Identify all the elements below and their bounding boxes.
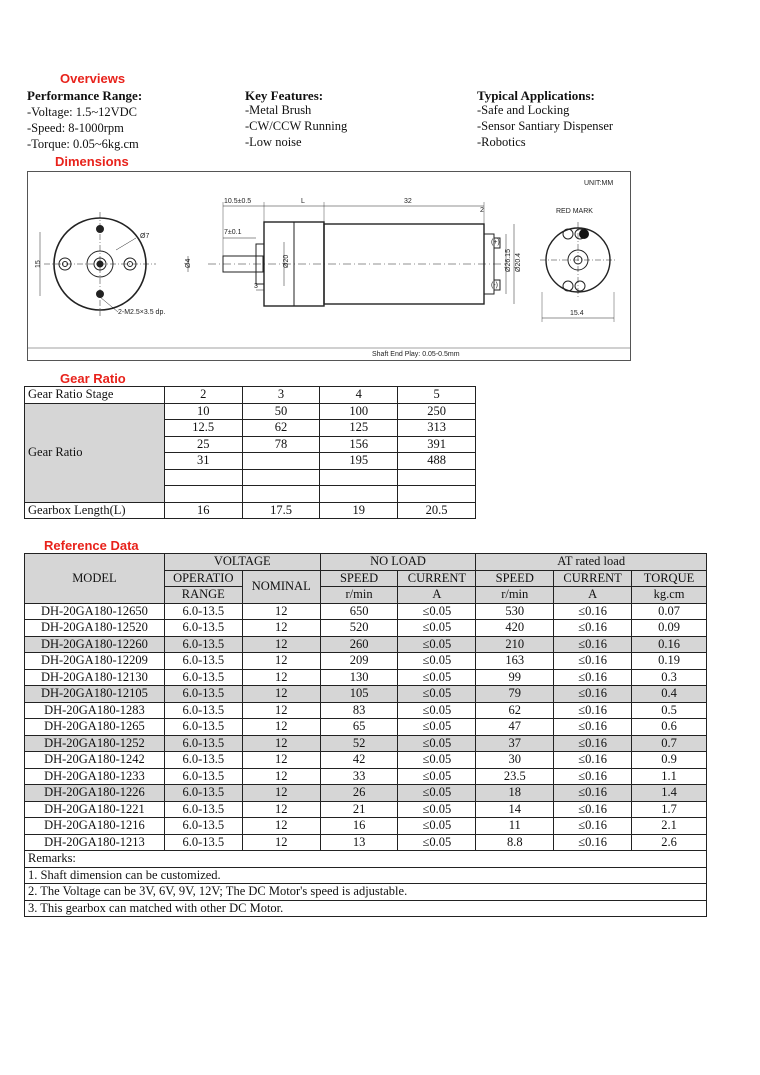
cell-nl-speed: 42 <box>320 752 398 769</box>
ratio-cell <box>320 486 398 503</box>
dim-10-5: 10.5±0.5 <box>224 198 252 205</box>
cell-nl-current: ≤0.05 <box>398 603 476 620</box>
cell-nl-current: ≤0.05 <box>398 669 476 686</box>
dim-d20: Ø20 <box>283 254 290 268</box>
cell-range: 6.0-13.5 <box>164 620 242 637</box>
length-cell: 20.5 <box>398 502 476 519</box>
performance-line: -Voltage: 1.5~12VDC <box>27 105 137 119</box>
table-row <box>25 752 707 769</box>
cell-nl-current: ≤0.05 <box>398 719 476 736</box>
cell-range: 6.0-13.5 <box>164 785 242 802</box>
cell-model: DH-20GA180-1283 <box>25 702 165 719</box>
torque-header: TORQUE <box>632 570 707 587</box>
cell-rl-speed: 62 <box>476 702 554 719</box>
cell-rl-speed: 420 <box>476 620 554 637</box>
cell-range: 6.0-13.5 <box>164 719 242 736</box>
table-row <box>25 620 707 637</box>
dim-15-4: 15.4 <box>570 310 584 317</box>
cell-nominal: 12 <box>242 768 320 785</box>
cell-nominal: 12 <box>242 818 320 835</box>
reference-body <box>25 603 707 851</box>
cell-model: DH-20GA180-1221 <box>25 801 165 818</box>
overviews-title: Overviews <box>60 71 126 86</box>
ratio-cell <box>398 469 476 486</box>
dim-32: 32 <box>404 198 412 205</box>
range-header: RANGE <box>164 587 242 604</box>
cell-nl-speed: 105 <box>320 686 398 703</box>
cell-rl-current: ≤0.16 <box>554 801 632 818</box>
terminal-minus: (-) <box>491 282 498 289</box>
length-cell: 19 <box>320 502 398 519</box>
cell-model: DH-20GA180-1216 <box>25 818 165 835</box>
cell-range: 6.0-13.5 <box>164 834 242 851</box>
cell-range: 6.0-13.5 <box>164 818 242 835</box>
cell-nl-current: ≤0.05 <box>398 818 476 835</box>
nominal-header: NOMINAL <box>242 570 320 603</box>
ratio-cell <box>164 469 242 486</box>
ratio-cell: 195 <box>320 453 398 470</box>
gear-ratio-title: Gear Ratio <box>60 371 126 386</box>
speed-header: SPEED <box>476 570 554 587</box>
length-label: Gearbox Length(L) <box>25 502 165 519</box>
header-row <box>25 554 707 571</box>
ratio-cell: 62 <box>242 420 320 437</box>
cell-nominal: 12 <box>242 702 320 719</box>
cell-nominal: 12 <box>242 801 320 818</box>
ratio-cell <box>242 453 320 470</box>
table-row <box>25 686 707 703</box>
cell-torque: 0.5 <box>632 702 707 719</box>
cell-nominal: 12 <box>242 603 320 620</box>
cell-nl-current: ≤0.05 <box>398 686 476 703</box>
cell-rl-current: ≤0.16 <box>554 669 632 686</box>
ratio-cell: 250 <box>398 403 476 420</box>
unit-kgcm: kg.cm <box>632 587 707 604</box>
cell-nl-current: ≤0.05 <box>398 768 476 785</box>
ratio-cell: 391 <box>398 436 476 453</box>
cell-nominal: 12 <box>242 785 320 802</box>
no-load-header: NO LOAD <box>320 554 476 571</box>
cell-rl-current: ≤0.16 <box>554 785 632 802</box>
cell-nl-current: ≤0.05 <box>398 834 476 851</box>
cell-torque: 1.4 <box>632 785 707 802</box>
ratio-cell: 78 <box>242 436 320 453</box>
stage-label: Gear Ratio Stage <box>25 387 165 404</box>
cell-range: 6.0-13.5 <box>164 669 242 686</box>
cell-rl-current: ≤0.16 <box>554 686 632 703</box>
key-features <box>245 88 347 150</box>
current-header: CURRENT <box>554 570 632 587</box>
stage-cell: 5 <box>398 387 476 404</box>
cell-model: DH-20GA180-1252 <box>25 735 165 752</box>
cell-rl-current: ≤0.16 <box>554 752 632 769</box>
cell-nl-speed: 65 <box>320 719 398 736</box>
cell-torque: 0.9 <box>632 752 707 769</box>
performance-head: Performance Range: <box>27 88 143 103</box>
cell-nl-current: ≤0.05 <box>398 735 476 752</box>
cell-rl-speed: 18 <box>476 785 554 802</box>
table-row <box>25 735 707 752</box>
cell-nominal: 12 <box>242 719 320 736</box>
reference-data-title: Reference Data <box>44 538 139 553</box>
operatio-header: OPERATIO <box>164 570 242 587</box>
dim-3: 3 <box>254 283 258 290</box>
table-row <box>25 785 707 802</box>
cell-torque: 0.09 <box>632 620 707 637</box>
ratio-cell: 25 <box>164 436 242 453</box>
shaft-end-play: Shaft End Play: 0.05-0.5mm <box>372 351 460 358</box>
cell-range: 6.0-13.5 <box>164 801 242 818</box>
cell-torque: 2.6 <box>632 834 707 851</box>
cell-range: 6.0-13.5 <box>164 735 242 752</box>
remark-row <box>25 851 707 868</box>
cell-nl-speed: 260 <box>320 636 398 653</box>
cell-torque: 0.3 <box>632 669 707 686</box>
dim-holes: 2-M2.5×3.5 dp. <box>118 309 166 316</box>
remark-line: 2. The Voltage can be 3V, 6V, 9V, 12V; The DC Motor's speed is adjustable. <box>25 884 707 901</box>
cell-rl-speed: 23.5 <box>476 768 554 785</box>
cell-nl-current: ≤0.05 <box>398 653 476 670</box>
ratio-cell: 31 <box>164 453 242 470</box>
cell-nl-current: ≤0.05 <box>398 636 476 653</box>
remarks-body <box>25 851 707 917</box>
table-row <box>25 719 707 736</box>
unit-a: A <box>398 587 476 604</box>
cell-nl-speed: 52 <box>320 735 398 752</box>
dim-2: 2 <box>480 207 484 214</box>
cell-rl-speed: 47 <box>476 719 554 736</box>
speed-header: SPEED <box>320 570 398 587</box>
cell-torque: 0.6 <box>632 719 707 736</box>
cell-nl-current: ≤0.05 <box>398 785 476 802</box>
cell-nl-speed: 33 <box>320 768 398 785</box>
ratio-cell: 100 <box>320 403 398 420</box>
dim-d7: Ø7 <box>140 233 150 240</box>
cell-model: DH-20GA180-1242 <box>25 752 165 769</box>
remark-row <box>25 867 707 884</box>
cell-nominal: 12 <box>242 735 320 752</box>
cell-nl-speed: 209 <box>320 653 398 670</box>
performance-line: -Speed: 8-1000rpm <box>27 121 124 135</box>
red-mark-label: RED MARK <box>556 208 593 215</box>
dimensions-title: Dimensions <box>55 154 129 169</box>
ratio-cell: 12.5 <box>164 420 242 437</box>
cell-rl-speed: 30 <box>476 752 554 769</box>
terminal-plus: (+) <box>491 239 500 246</box>
cell-torque: 0.16 <box>632 636 707 653</box>
application-line: -Robotics <box>477 135 526 149</box>
ratio-row <box>25 403 476 420</box>
ratio-label: Gear Ratio <box>25 403 165 502</box>
remark-row <box>25 884 707 901</box>
cell-range: 6.0-13.5 <box>164 752 242 769</box>
cell-model: DH-20GA180-12105 <box>25 686 165 703</box>
gear-ratio-table <box>24 386 476 519</box>
performance-line: -Torque: 0.05~6kg.cm <box>27 137 139 151</box>
ratio-cell <box>398 486 476 503</box>
cell-nominal: 12 <box>242 752 320 769</box>
cell-torque: 0.07 <box>632 603 707 620</box>
stage-cell: 2 <box>164 387 242 404</box>
ratio-cell: 488 <box>398 453 476 470</box>
performance-range <box>27 88 142 152</box>
typical-applications <box>477 88 613 150</box>
cell-rl-current: ≤0.16 <box>554 603 632 620</box>
table-row <box>25 801 707 818</box>
table-row <box>25 636 707 653</box>
cell-model: DH-20GA180-12260 <box>25 636 165 653</box>
cell-model: DH-20GA180-12130 <box>25 669 165 686</box>
cell-nominal: 12 <box>242 636 320 653</box>
cell-rl-current: ≤0.16 <box>554 818 632 835</box>
cell-nl-speed: 16 <box>320 818 398 835</box>
cell-torque: 1.7 <box>632 801 707 818</box>
cell-nl-speed: 130 <box>320 669 398 686</box>
dim-15: 15 <box>35 260 42 268</box>
table-row <box>25 702 707 719</box>
application-line: -Sensor Santiary Dispenser <box>477 119 614 133</box>
remark-row <box>25 900 707 917</box>
cell-nl-speed: 650 <box>320 603 398 620</box>
dim-d4: Ø4 <box>185 258 192 268</box>
rear-view <box>540 222 616 322</box>
applications-head: Typical Applications: <box>477 88 595 103</box>
cell-range: 6.0-13.5 <box>164 636 242 653</box>
cell-rl-current: ≤0.16 <box>554 636 632 653</box>
cell-model: DH-20GA180-1213 <box>25 834 165 851</box>
application-line: -Safe and Locking <box>477 103 570 117</box>
table-row <box>25 834 707 851</box>
cell-nominal: 12 <box>242 620 320 637</box>
rated-load-header: AT rated load <box>476 554 707 571</box>
dim-7: 7±0.1 <box>224 229 242 236</box>
stage-row <box>25 387 476 404</box>
ratio-cell <box>164 486 242 503</box>
cell-nl-speed: 520 <box>320 620 398 637</box>
length-cell: 16 <box>164 502 242 519</box>
dim-L: L <box>301 198 305 205</box>
cell-nl-current: ≤0.05 <box>398 801 476 818</box>
ratio-cell <box>320 469 398 486</box>
cell-rl-current: ≤0.16 <box>554 653 632 670</box>
cell-nl-speed: 21 <box>320 801 398 818</box>
ratio-cell: 156 <box>320 436 398 453</box>
cell-rl-speed: 11 <box>476 818 554 835</box>
dim-d26: Ø26.15 <box>505 249 512 272</box>
cell-nl-speed: 83 <box>320 702 398 719</box>
cell-nl-current: ≤0.05 <box>398 620 476 637</box>
unit-rmin: r/min <box>320 587 398 604</box>
cell-torque: 0.7 <box>632 735 707 752</box>
ratio-cell <box>242 469 320 486</box>
length-row <box>25 502 476 519</box>
cell-torque: 0.19 <box>632 653 707 670</box>
cell-nominal: 12 <box>242 653 320 670</box>
dim-d20-4: Ø20.4 <box>515 252 522 272</box>
cell-rl-speed: 163 <box>476 653 554 670</box>
cell-range: 6.0-13.5 <box>164 653 242 670</box>
stage-cell: 4 <box>320 387 398 404</box>
cell-rl-speed: 79 <box>476 686 554 703</box>
cell-rl-speed: 37 <box>476 735 554 752</box>
cell-model: DH-20GA180-1233 <box>25 768 165 785</box>
cell-rl-speed: 8.8 <box>476 834 554 851</box>
cell-rl-current: ≤0.16 <box>554 719 632 736</box>
current-header: CURRENT <box>398 570 476 587</box>
front-view <box>40 212 156 316</box>
feature-line: -Low noise <box>245 135 302 149</box>
cell-range: 6.0-13.5 <box>164 702 242 719</box>
cell-range: 6.0-13.5 <box>164 686 242 703</box>
table-row <box>25 768 707 785</box>
unit-rmin: r/min <box>476 587 554 604</box>
stage-cell: 3 <box>242 387 320 404</box>
cell-rl-current: ≤0.16 <box>554 834 632 851</box>
cell-torque: 0.4 <box>632 686 707 703</box>
motor-drawing-svg <box>28 172 630 360</box>
cell-range: 6.0-13.5 <box>164 603 242 620</box>
red-mark-dot <box>579 229 589 239</box>
cell-nl-current: ≤0.05 <box>398 752 476 769</box>
table-row <box>25 603 707 620</box>
table-row <box>25 669 707 686</box>
cell-model: DH-20GA180-12520 <box>25 620 165 637</box>
cell-rl-speed: 530 <box>476 603 554 620</box>
ratio-cell: 313 <box>398 420 476 437</box>
side-view <box>188 202 514 306</box>
cell-rl-current: ≤0.16 <box>554 735 632 752</box>
voltage-header: VOLTAGE <box>164 554 320 571</box>
cell-rl-current: ≤0.16 <box>554 702 632 719</box>
cell-rl-speed: 14 <box>476 801 554 818</box>
ratio-cell: 125 <box>320 420 398 437</box>
cell-nominal: 12 <box>242 834 320 851</box>
table-row <box>25 653 707 670</box>
feature-line: -CW/CCW Running <box>245 119 348 133</box>
length-cell: 17.5 <box>242 502 320 519</box>
cell-model: DH-20GA180-1265 <box>25 719 165 736</box>
cell-model: DH-20GA180-12650 <box>25 603 165 620</box>
cell-rl-speed: 210 <box>476 636 554 653</box>
cell-nominal: 12 <box>242 686 320 703</box>
table-row <box>25 818 707 835</box>
ratio-cell: 50 <box>242 403 320 420</box>
ratio-cell <box>242 486 320 503</box>
cell-model: DH-20GA180-12209 <box>25 653 165 670</box>
remark-line: 3. This gearbox can matched with other DC Motor. <box>25 900 707 917</box>
cell-nl-current: ≤0.05 <box>398 702 476 719</box>
cell-nl-speed: 26 <box>320 785 398 802</box>
features-head: Key Features: <box>245 88 324 103</box>
remark-line: 1. Shaft dimension can be customized. <box>25 867 707 884</box>
dimension-drawing <box>27 171 631 361</box>
model-header: MODEL <box>25 554 165 604</box>
cell-nominal: 12 <box>242 669 320 686</box>
unit-a: A <box>554 587 632 604</box>
ratio-cell: 10 <box>164 403 242 420</box>
cell-nl-speed: 13 <box>320 834 398 851</box>
feature-line: -Metal Brush <box>245 103 312 117</box>
cell-range: 6.0-13.5 <box>164 768 242 785</box>
cell-rl-current: ≤0.16 <box>554 620 632 637</box>
cell-rl-speed: 99 <box>476 669 554 686</box>
cell-rl-current: ≤0.16 <box>554 768 632 785</box>
cell-model: DH-20GA180-1226 <box>25 785 165 802</box>
cell-torque: 1.1 <box>632 768 707 785</box>
unit-label: UNIT:MM <box>584 180 614 187</box>
remark-line: Remarks: <box>25 851 707 868</box>
reference-table <box>24 553 707 917</box>
cell-torque: 2.1 <box>632 818 707 835</box>
